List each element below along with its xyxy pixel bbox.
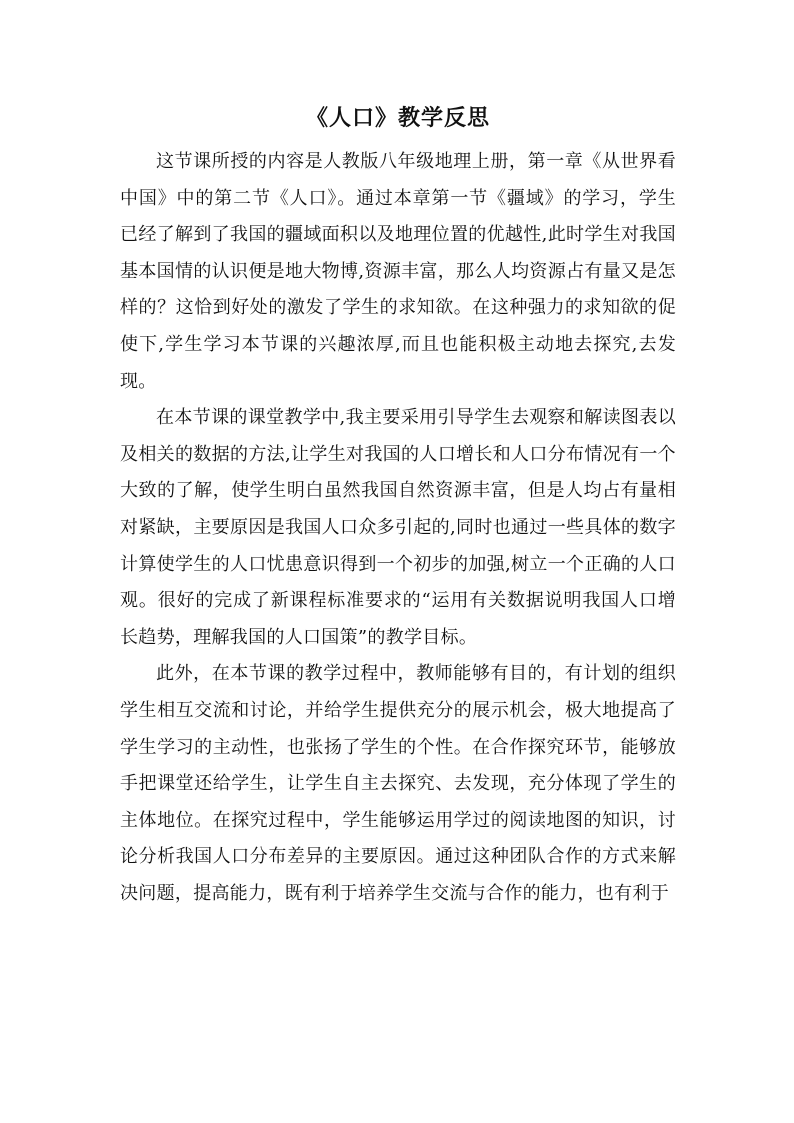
paragraph-2: 在本节课的课堂教学中,我主要采用引导学生去观察和解读图表以及相关的数据的方法,让学生对我国的人口增长和人口分布情况有一个大致的了解，使学生明白虽然我国自然资源丰富，但是人均占有量相对紧缺，主要原因是我国人口众多引起的,同时也通过一些具体的数字计算使学生的人口忧患意识得到一个初步的加强,树立一个正确的人口观。很好的完成了新课程标准要求的“运用有关数据说明我国人口增长趋势，理解我国的人口国策”的教学目标。 [120,407,676,648]
paragraph-3: 此外，在本节课的教学过程中，教师能够有目的，有计划的组织学生相互交流和讨论，并给学生提供充分的展示机会，极大地提高了学生学习的主动性，也张扬了学生的个性。在合作探究环节，能够放手把课堂还给学生，让学生自主去探究、去发现，充分体现了学生的主体地位。在探究过程中，学生能够运用学过的阅读地图的知识，讨论分析我国人口分布差异的主要原因。通过这种团队合作的方式来解决问题，提高能力，既有利于培养学生交流与合作的能力，也有利于 [120,663,676,904]
document-body [120,98,676,912]
paragraph-1: 这节课所授的内容是人教版八年级地理上册，第一章《从世界看中国》中的第二节《人口》。通过本章第一节《疆域》的学习，学生已经了解到了我国的疆域面积以及地理位置的优越性,此时学生对我国基本国情的认识便是地大物博,资源丰富，那么人均资源占有量又是怎样的？这恰到好处的激发了学生的求知欲。在这种强力的求知欲的促使下,学生学习本节课的兴趣浓厚,而且也能积极主动地去探究,去发现。 [120,151,676,392]
document-title: 《人口》教学反思 [305,105,490,131]
